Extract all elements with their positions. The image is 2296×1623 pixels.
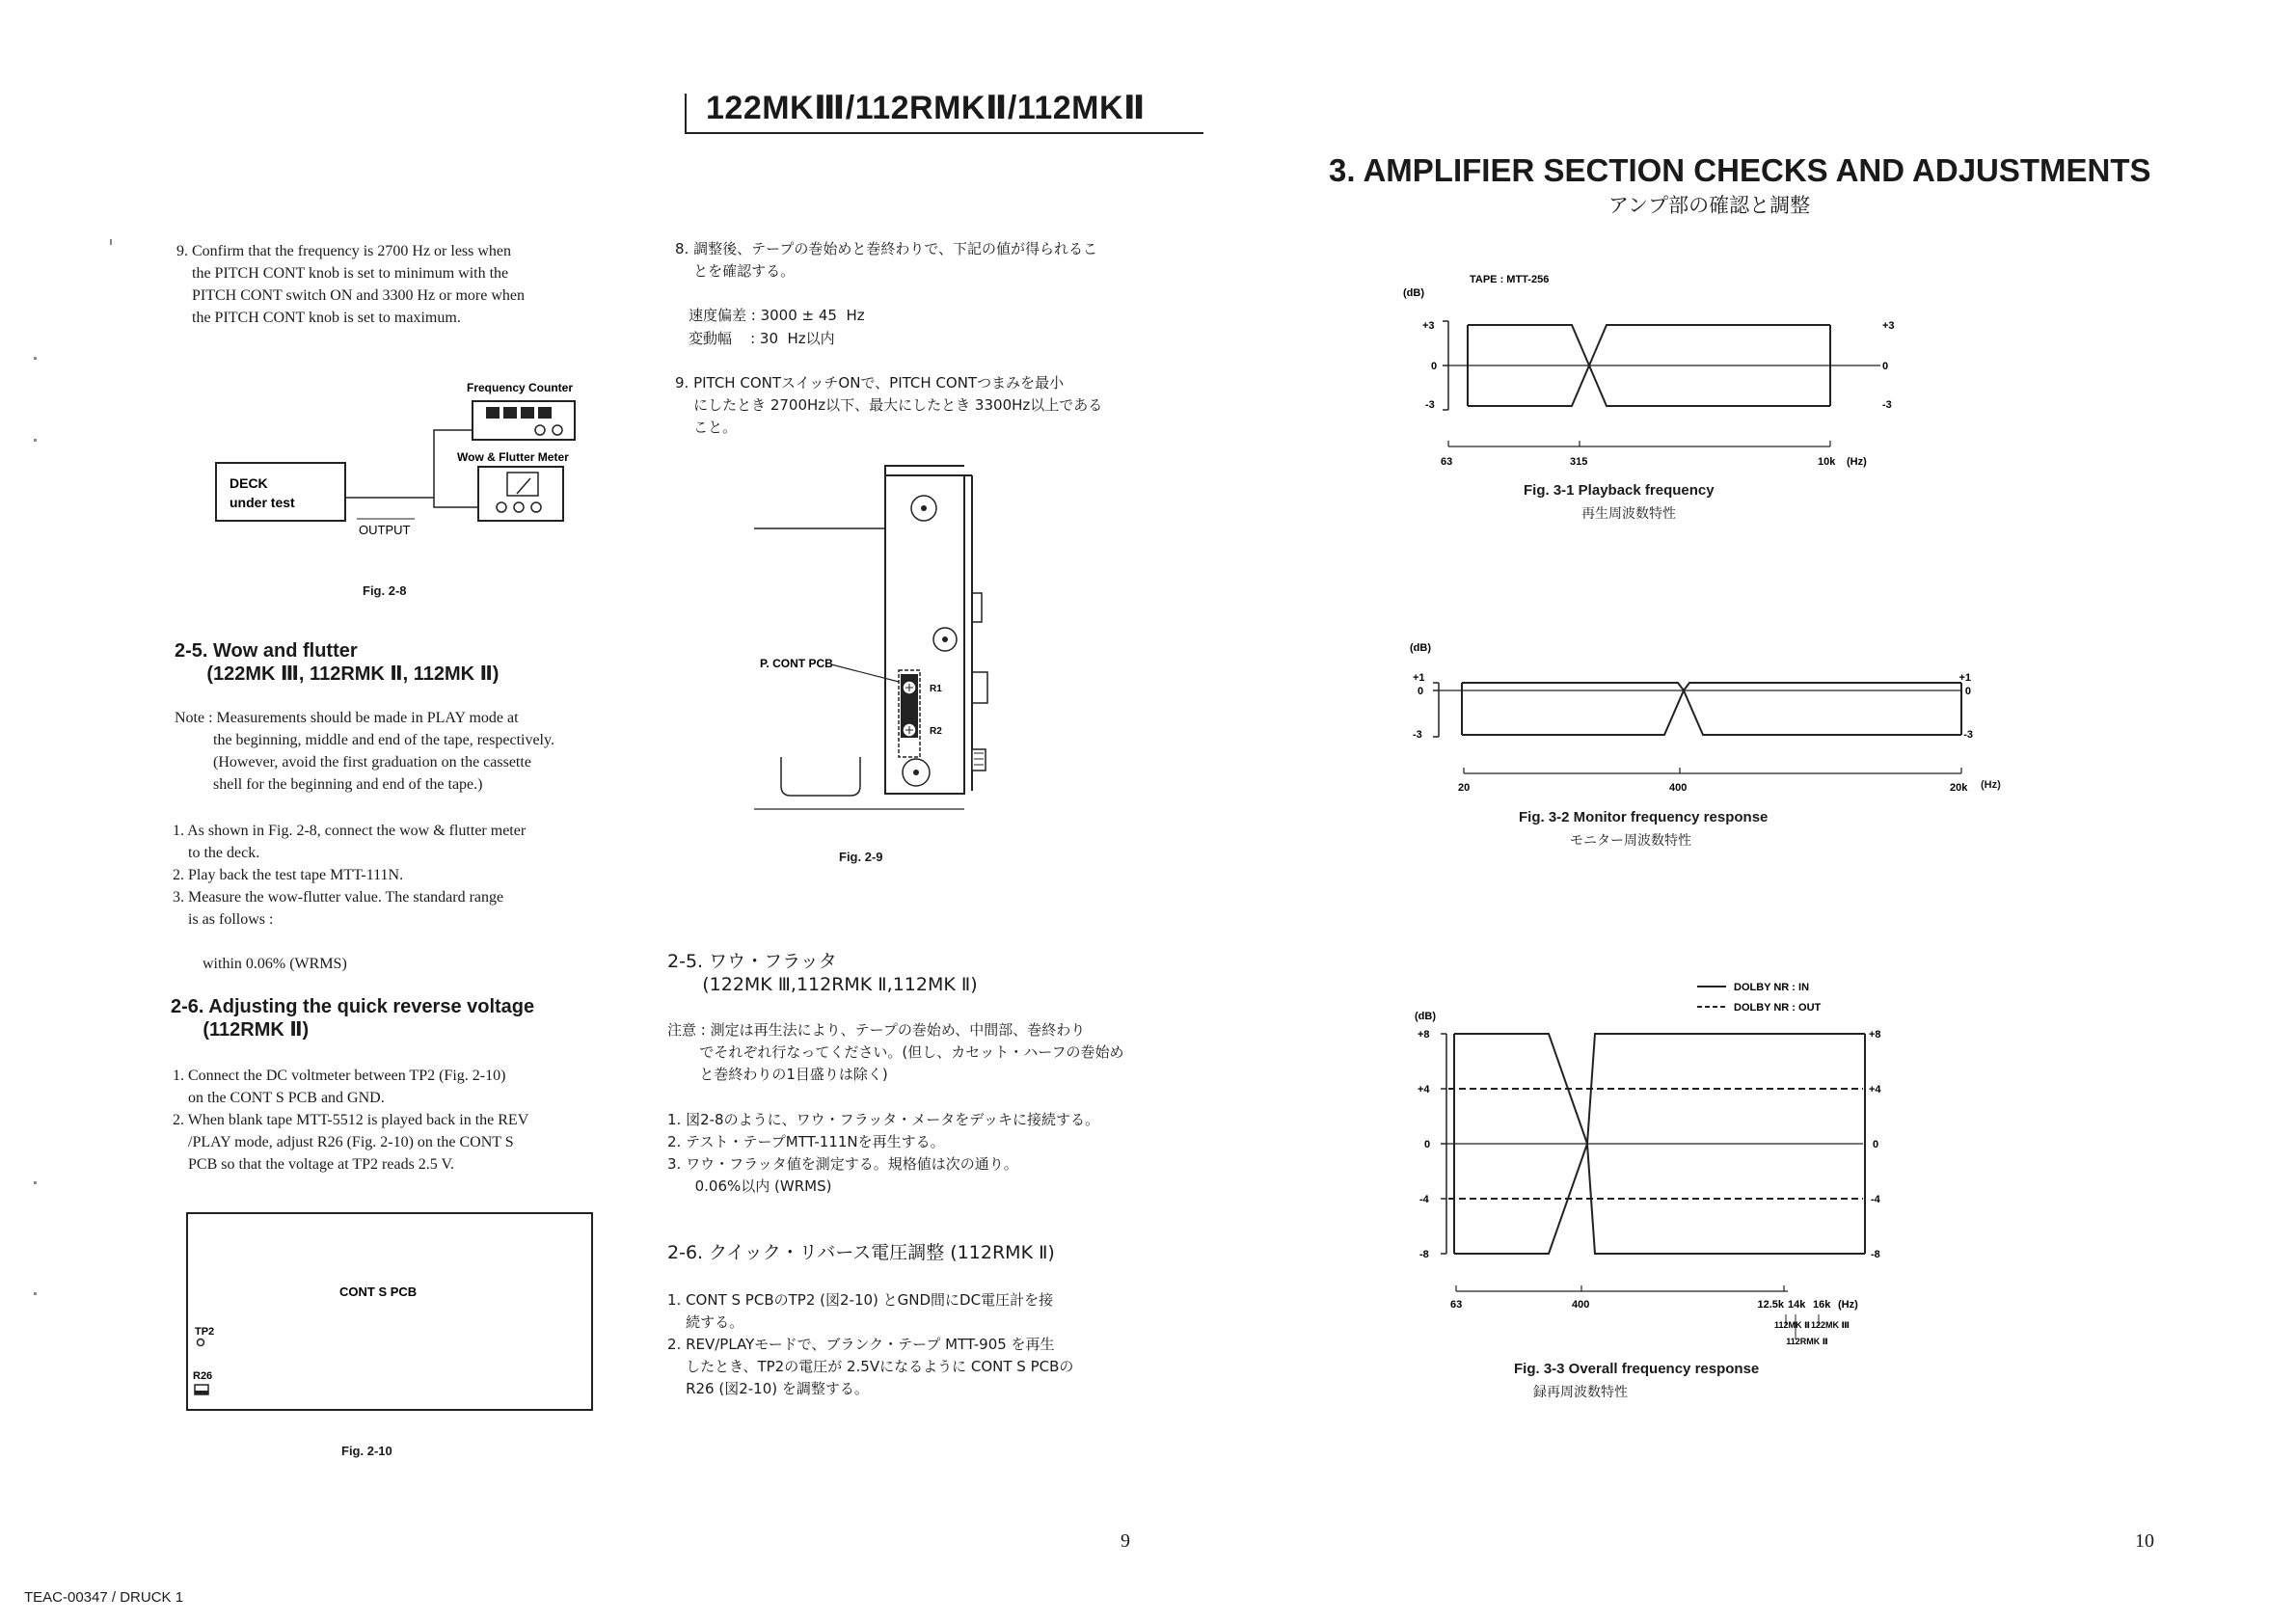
x-tick: 20 [1458, 782, 1471, 794]
scan-speck [34, 1181, 37, 1184]
step-8-jp: 8. 調整後、テープの巻始めと巻終わりで、下記の値が得られるこ とを確認する。 [675, 240, 1098, 280]
page-number-right: 10 [2135, 1530, 2154, 1552]
section-2-6-title-jp: 2-6. クイック・リバース電圧調整 (112RMK Ⅱ) [667, 1242, 1055, 1263]
y-tick: -8 [1419, 1249, 1429, 1260]
step-9-text: 9. Confirm that the frequency is 2700 Hz or less when the PITCH CONT knob is set to minimum with the PITCH CONT switch ON and 3300 Hz or more when the PITCH CONT knob is set to maximum. [176, 243, 525, 326]
y-unit-label: (dB) [1403, 287, 1424, 299]
y-tick-right: +1 [1958, 672, 1971, 684]
header-rule-vertical [685, 94, 687, 134]
x-tick: 14k [1788, 1299, 1806, 1311]
x-unit: (Hz) [1838, 1299, 1858, 1311]
x-tick: 63 [1450, 1299, 1463, 1311]
y-tick: -3 [1413, 729, 1422, 741]
fig-3-2-caption-jp: モニター周波数特性 [1570, 833, 1691, 849]
y-tick: +8 [1418, 1029, 1430, 1041]
speed-deviation-jp: 速度偏差 : 3000 ± 45 Hz [689, 307, 865, 324]
section-2-5-note-jp: 注意 : 測定は再生法により、テープの巻始め、中間部、巻終わり でそれぞれ行なってください。(但し、カセット・ハーフの巻始め と巻終わりの1目盛りは除く) [667, 1021, 1124, 1083]
y-tick-right: -4 [1871, 1194, 1880, 1205]
p-cont-pcb-label: P. CONT PCB [760, 657, 833, 670]
fig-3-3-caption-jp: 録再周波数特性 [1533, 1385, 1628, 1400]
y-tick: -3 [1425, 399, 1435, 411]
lower-limit-line [1462, 690, 1961, 735]
y-tick-right: 0 [1882, 361, 1889, 372]
step-9-jp: 9. PITCH CONTスイッチONで、PITCH CONTつまみを最小 にしたとき 2700Hz以下、最大にしたとき 3300Hz以上である こと。 [675, 374, 1103, 436]
section-2-5-steps: 1. As shown in Fig. 2-8, connect the wow & flutter meter to the deck. 2. Play back the test tape MTT-111N. 3. Measure the wow-flutter value. The standard range is as follows : [173, 823, 527, 928]
x-tick: 20k [1950, 782, 1968, 794]
section-2-5-note: Note : Measurements should be made in PLAY mode at the beginning, middle and end of the tape, respectively. (However, avoid the first graduation on the cassette shell for the beginning and end of the tape.) [175, 710, 554, 793]
fig-3-2-caption: Fig. 3-2 Monitor frequency response [1519, 809, 1769, 825]
y-tick: +1 [1413, 672, 1425, 684]
y-tick: -4 [1419, 1194, 1429, 1205]
upper-limit-line [1462, 683, 1961, 690]
r1-label: R1 [930, 684, 942, 694]
output-label: OUTPUT [359, 523, 411, 537]
amplifier-section-title: 3. AMPLIFIER SECTION CHECKS AND ADJUSTMENTS [1329, 152, 2151, 188]
fig-3-1-caption-jp: 再生周波数特性 [1581, 506, 1676, 522]
section-2-5-steps-jp: 1. 図2-8のように、ワウ・フラッタ・メータをデッキに接続する。 2. テスト・テープMTT-111Nを再生する。 3. ワウ・フラッタ値を測定する。規格値は次の通り。 0.06%以内 (WRMS) [667, 1111, 1099, 1195]
fig-2-10-diagram [185, 1209, 596, 1414]
y-unit-label: (dB) [1410, 642, 1431, 654]
y-tick: +3 [1422, 320, 1435, 332]
section-2-6-steps-jp: 1. CONT S PCBのTP2 (図2-10) とGND間にDC電圧計を接 続する。 2. REV/PLAYモードで、ブランク・テープ MTT-905 を再生 したとき、TP2の電圧が 2.5Vになるように CONT S PCBの R26 (図2-10) を調整する。 [667, 1291, 1074, 1397]
upper-limit-line [1468, 325, 1830, 365]
y-tick-right: 0 [1964, 686, 1971, 697]
y-tick-right: 0 [1873, 1139, 1879, 1150]
cont-s-pcb-label: CONT S PCB [339, 1285, 418, 1299]
y-tick: +4 [1418, 1084, 1430, 1096]
model-title: 122MKⅢ/112RMKⅡ/112MKⅡ [706, 90, 1146, 126]
x-tick: 63 [1441, 456, 1453, 468]
page-number-left: 9 [1121, 1530, 1130, 1552]
lower-limit-line [1468, 365, 1830, 406]
tape-label: TAPE : MTT-256 [1470, 274, 1550, 285]
freq-counter-label: Frequency Counter [467, 381, 574, 394]
deck-box [216, 463, 345, 521]
wow-meter-label: Wow & Flutter Meter [457, 450, 569, 464]
x-tick: 10k [1818, 456, 1836, 468]
scan-speck [34, 357, 37, 360]
fig-3-1-chart [1398, 265, 1909, 473]
fig-3-2-x-unit: (Hz) [1981, 779, 2001, 791]
x-tick: 400 [1572, 1299, 1590, 1311]
y-unit-label: (dB) [1415, 1011, 1436, 1022]
fig-3-3-chart [1398, 969, 1938, 1355]
scan-speck [110, 239, 112, 245]
y-tick-right: -8 [1871, 1249, 1880, 1260]
deck-label: DECK [230, 475, 268, 491]
y-tick-right: +4 [1869, 1084, 1881, 1096]
fig-3-3-caption: Fig. 3-3 Overall frequency response [1514, 1361, 1760, 1377]
fig-2-9-caption: Fig. 2-9 [839, 850, 883, 864]
x-annotation: 112MK Ⅱ [1774, 1320, 1810, 1330]
x-tick: 12.5k [1757, 1299, 1784, 1311]
section-2-5-title-jp: 2-5. ワウ・フラッタ (122MK Ⅲ,112RMK Ⅱ,112MK Ⅱ) [667, 951, 978, 995]
fig-2-8-caption: Fig. 2-8 [363, 583, 407, 598]
y-tick: 0 [1431, 361, 1438, 372]
x-annotation: 122MK Ⅲ [1811, 1320, 1850, 1330]
y-tick: 0 [1424, 1139, 1431, 1150]
flutter-range-jp: 変動幅 : 30 Hz以内 [689, 330, 835, 347]
section-2-6-title: 2-6. Adjusting the quick reverse voltage (112RMK Ⅱ) [171, 996, 535, 1041]
y-tick-right: +3 [1882, 320, 1895, 332]
fig-2-8-diagram [212, 374, 598, 538]
section-2-5-title: 2-5. Wow and flutter (122MK Ⅲ, 112RMK Ⅱ, 112MK Ⅱ) [175, 640, 500, 685]
section-2-6-steps: 1. Connect the DC voltmeter between TP2 (Fig. 2-10) on the CONT S PCB and GND. 2. When blank tape MTT-5512 is played back in the REV /PLAY mode, adjust R26 (Fig. 2-10) on the CONT S PCB so that the voltage at TP2 reads 2.5 V. [173, 1068, 529, 1173]
x-tick: 16k [1813, 1299, 1831, 1311]
legend-dolby-out: DOLBY NR : OUT [1734, 1002, 1822, 1014]
footer-doc-id: TEAC-00347 / DRUCK 1 [24, 1589, 184, 1606]
tp2-label: TP2 [195, 1326, 215, 1338]
x-unit: (Hz) [1847, 456, 1867, 468]
wow-flutter-standard: within 0.06% (WRMS) [203, 956, 347, 972]
deck-sub-label: under test [230, 495, 295, 510]
fig-3-2-chart [1398, 636, 1977, 800]
cont-s-pcb-outline [187, 1213, 592, 1410]
x-tick: 315 [1570, 456, 1588, 468]
legend-dolby-in: DOLBY NR : IN [1734, 982, 1810, 993]
deck-side-panel [885, 475, 964, 794]
fig-3-1-caption: Fig. 3-1 Playback frequency [1524, 482, 1715, 499]
y-tick: 0 [1418, 686, 1424, 697]
y-tick-right: -3 [1963, 729, 1973, 741]
x-tick: 400 [1669, 782, 1688, 794]
wow-meter-box [478, 467, 563, 521]
amplifier-section-title-jp: アンプ部の確認と調整 [1608, 194, 1811, 217]
y-tick-right: -3 [1882, 399, 1892, 411]
fig-2-9-diagram [743, 458, 1032, 825]
y-tick-right: +8 [1869, 1029, 1881, 1041]
fig-2-10-caption: Fig. 2-10 [341, 1444, 392, 1458]
scan-speck [34, 1292, 37, 1295]
header-rule-horizontal [685, 132, 1203, 134]
x-annotation: 112RMK Ⅱ [1786, 1337, 1828, 1346]
r2-label: R2 [930, 726, 942, 737]
r26-label: R26 [193, 1370, 213, 1382]
output-cable [345, 430, 473, 498]
scan-speck [34, 439, 37, 442]
